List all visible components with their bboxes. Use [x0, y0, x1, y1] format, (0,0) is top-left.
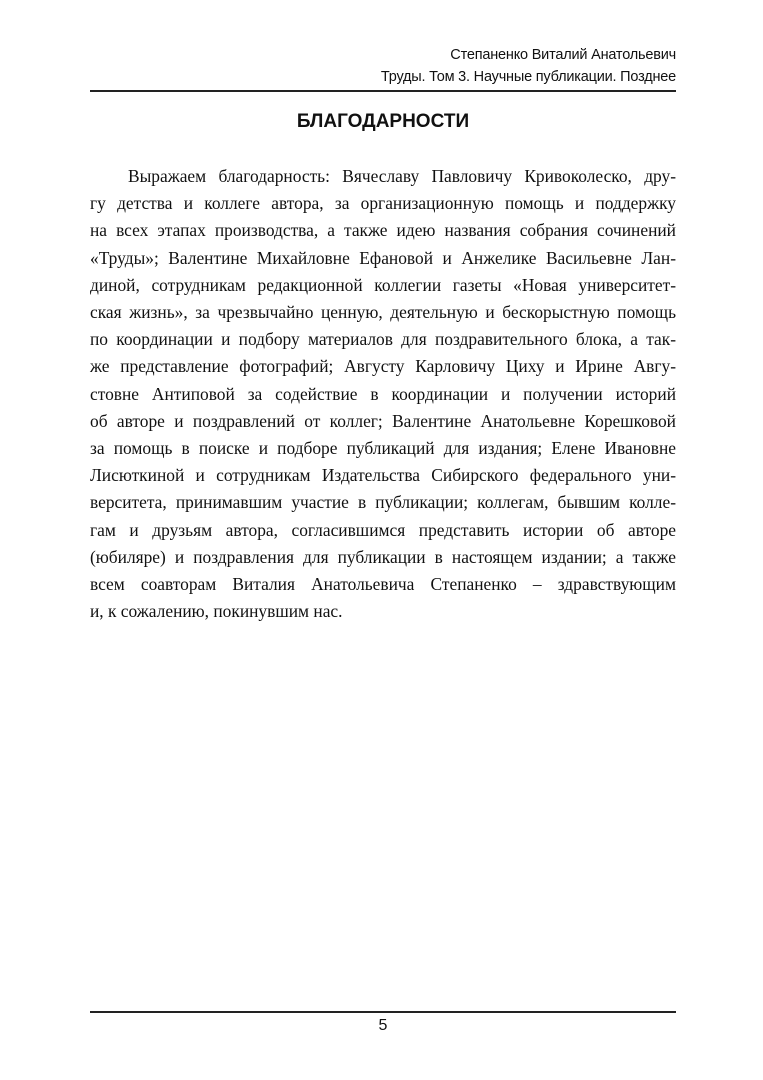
paragraph-line: (юбиляре) и поздравления для публикации в настоящем издании; а также [90, 546, 676, 567]
footer-rule [90, 1011, 676, 1013]
paragraph-line: стовне Антиповой за содействие в координации и получении историй [90, 383, 676, 404]
paragraph-line: Лисюткиной и сотрудникам Издательства Сибирского федерального уни- [90, 465, 676, 486]
paragraph-line: всем соавторам Виталия Анатольевича Степаненко – здравствующим [90, 574, 676, 595]
paragraph-line: по координации и подбору материалов для поздравительного блока, а так- [90, 329, 676, 350]
paragraph-line: верситета, принимавшим участие в публикации; коллегам, бывшим колле- [90, 492, 676, 513]
paragraph-line: ская жизнь», за чрезвычайно ценную, деятельную и бескорыстную помощь [90, 302, 676, 323]
paragraph-line: диной, сотрудникам редакционной коллегии газеты «Новая университет- [90, 274, 676, 295]
paragraph-line: на всех этапах производства, а также идею названия собрания сочинений [90, 220, 676, 241]
paragraph-line: гам и друзьям автора, согласившимся представить истории об авторе [90, 519, 676, 540]
paragraph-line: за помощь в поиске и подборе публикаций для издания; Елене Ивановне [90, 438, 676, 459]
running-header [90, 44, 676, 88]
page-number: 5 [378, 1017, 388, 1034]
header-rule [90, 90, 676, 92]
header-author: Степаненко Виталий Анатольевич [450, 47, 676, 63]
paragraph-line: гу детства и коллеге автора, за организационную помощь и поддержку [90, 193, 676, 214]
page-title: БЛАГОДАРНОСТИ [296, 111, 470, 132]
paragraph-line: же представление фотографий; Августу Карловичу Циху и Ирине Авгу- [90, 356, 676, 377]
paragraph-line: «Труды»; Валентине Михайловне Ефановой и Анжелике Васильевне Лан- [90, 247, 676, 268]
paragraph-line: и, к сожалению, покинувшим нас. [90, 601, 343, 622]
paragraph-line: Выражаем благодарность: Вячеславу Павловичу Кривоколеско, дру- [128, 166, 676, 186]
header-book-title: Труды. Том 3. Научные публикации. Позднее [380, 69, 676, 85]
paragraph-line: об авторе и поздравлений от коллег; Валентине Анатольевне Корешковой [90, 410, 676, 431]
acknowledgements-paragraph [90, 163, 676, 625]
